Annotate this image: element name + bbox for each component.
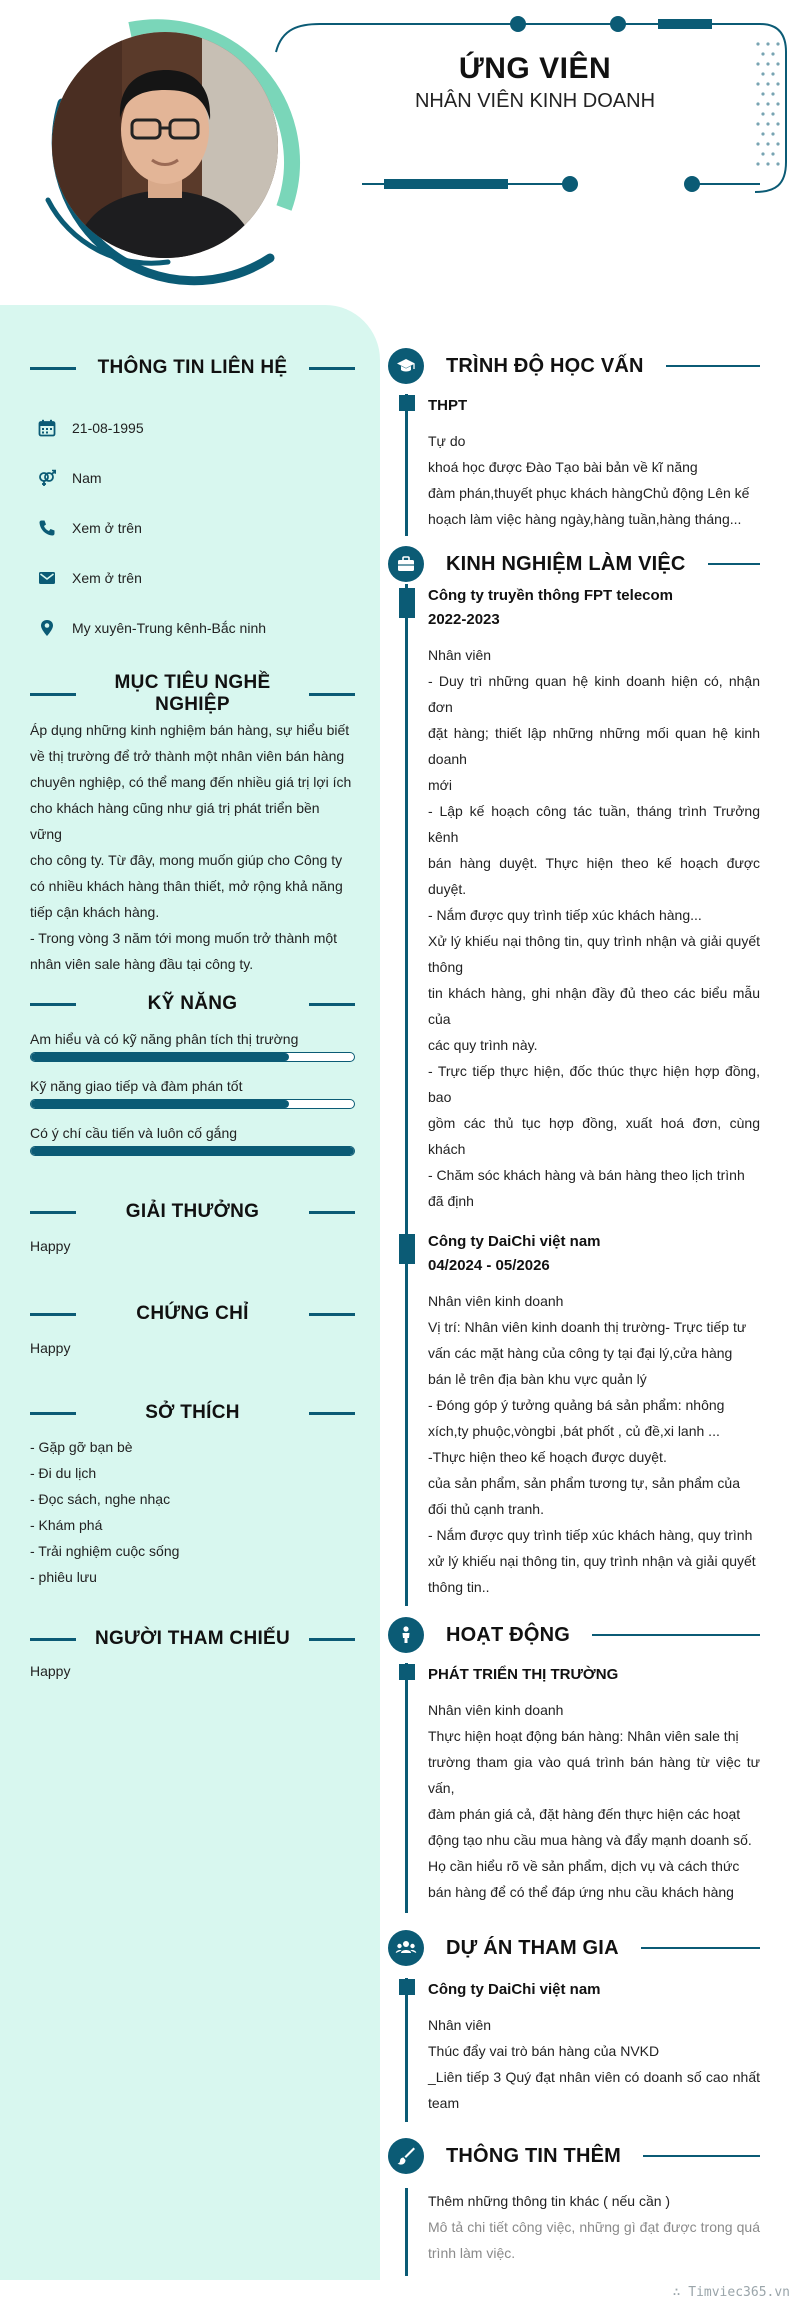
awards-title: GIẢI THƯỞNG (125, 1201, 260, 1222)
certificates-text: Happy (30, 1340, 71, 1356)
timeline-marker (399, 1234, 415, 1264)
contact-address (30, 603, 355, 653)
list-item: - Đi du lịch (30, 1465, 97, 1481)
header-rule (666, 365, 760, 367)
activities-timeline (405, 1663, 760, 1913)
skill-level-bar (30, 1146, 355, 1156)
person-icon (396, 1625, 416, 1645)
skill-item (30, 1029, 355, 1062)
certificates-section (30, 1299, 355, 1361)
project-name: Công ty DaiChi việt nam (428, 1981, 601, 1998)
header-rule (30, 1211, 76, 1214)
list-item: - Trải nghiệm cuộc sống (30, 1543, 180, 1559)
section-header (388, 544, 760, 584)
contact-birthday (30, 403, 355, 453)
section-header (30, 1398, 355, 1428)
header-dot (610, 16, 626, 32)
experience-timeline (405, 584, 760, 1606)
work-period: 04/2024 - 05/2026 (428, 1257, 550, 1274)
section-icon-badge (388, 546, 424, 582)
header-rule (309, 1003, 355, 1006)
section-header (30, 1299, 355, 1329)
objective-title: MỤC TIÊU NGHỀ NGHIỆP (114, 672, 271, 715)
extra-info-description: Thêm những thông tin khác ( nếu cần ) Mô tả chi tiết công việc, những gì đạt được trong quá trình làm việc. (428, 2193, 760, 2261)
skill-level-fill (31, 1147, 354, 1155)
skills-section (30, 989, 355, 1170)
header-bar (384, 179, 508, 189)
timeline-marker (399, 588, 415, 618)
activity-description: Nhân viên kinh doanh Thực hiện hoạt động bán hàng: Nhân viên sale thị trường tham gia vào quá trình bán hàng từ việc tư vấn, đàm phán giá cả, đặt hàng đến thực hiện các hoạt động tạo nhu cầu mua hàng và đẩy mạnh doanh số. Họ cần hiểu rõ về sản phẩm, dịch vụ và cách thức bán hàng để có thể đáp ứng nhu cầu khách hàng (428, 1702, 760, 1900)
references-text: Happy (30, 1663, 71, 1679)
skill-level-fill (31, 1100, 289, 1108)
section-header (30, 1624, 355, 1654)
education-timeline (405, 394, 760, 536)
skill-level-bar (30, 1052, 355, 1062)
name-block (370, 52, 700, 113)
list-item: - Gặp gỡ bạn bè (30, 1439, 133, 1455)
awards-text: Happy (30, 1238, 71, 1254)
company-name: Công ty truyền thông FPT telecom (428, 587, 674, 604)
objective-section (30, 672, 355, 977)
header-rule (30, 367, 76, 370)
phone-text[interactable]: Xem ở trên (72, 520, 142, 536)
section-header (388, 2136, 760, 2176)
header-rule (641, 1947, 760, 1949)
timeline-marker (399, 395, 415, 411)
header-rule (30, 1638, 76, 1641)
graduation-cap-icon (396, 356, 416, 376)
section-header (30, 1197, 355, 1227)
header-rule (309, 1211, 355, 1214)
projects-timeline (405, 1978, 760, 2122)
skill-name: Có ý chí cầu tiến và luôn cố gắng (30, 1125, 238, 1141)
cv-header (0, 0, 800, 305)
activity-name: PHÁT TRIỂN THỊ TRƯỜNG (428, 1666, 619, 1683)
profile-photo (52, 32, 278, 258)
header-dot (510, 16, 526, 32)
experience-title: KINH NGHIỆM LÀM VIỆC (446, 552, 686, 575)
work-period: 2022-2023 (428, 611, 500, 628)
education-section (388, 346, 760, 536)
section-header (388, 1615, 760, 1655)
skill-item (30, 1123, 355, 1156)
activity-entry (428, 1663, 760, 1905)
experience-section (388, 544, 760, 1606)
timeline-marker (399, 1979, 415, 1995)
section-icon-badge (388, 2138, 424, 2174)
job-description: Nhân viên - Duy trì những quan hệ kinh doanh hiện có, nhận đơn đặt hàng; thiết lập những những mối quan hệ kinh doanh mới - Lập kế hoạch công tác tuần, tháng trình Trưởng kênh bán hàng duyệt. Thực hiện theo kế hoạch được duyệt. - Nắm được quy trình tiếp xúc khách hàng... Xử lý khiếu nại thông tin, quy trình nhận và giải quyết thông tin khách hàng, ghi nhận đầy đủ theo các biểu mẫu của các quy trình này. - Trực tiếp thực hiện, đốc thúc thực hiện hợp đồng, bao gồm các thủ tục hợp đồng, xuất hoá đơn, cùng khách - Chăm sóc khách hàng và bán hàng theo lịch trình đã định (428, 647, 760, 1209)
list-item: - Đọc sách, nghe nhạc (30, 1491, 171, 1507)
gender-text: Nam (72, 470, 102, 486)
hobbies-title: SỞ THÍCH (145, 1402, 240, 1423)
birthday-text: 21-08-1995 (72, 420, 144, 436)
header-rule (708, 563, 760, 565)
activities-section (388, 1615, 760, 1913)
person-photo-icon (52, 32, 278, 258)
awards-section (30, 1197, 355, 1259)
skill-level-bar (30, 1099, 355, 1109)
header-rule (309, 1412, 355, 1415)
projects-section (388, 1928, 760, 2122)
address-text: My xuyên-Trung kênh-Bắc ninh (72, 620, 267, 636)
experience-entry (428, 584, 760, 1214)
extra-info-entry (428, 2188, 760, 2266)
header-rule (309, 693, 355, 696)
section-header (30, 672, 355, 715)
activities-title: HOẠT ĐỘNG (446, 1623, 571, 1646)
section-icon-badge (388, 348, 424, 384)
header-rule (592, 1634, 760, 1636)
email-icon (38, 569, 56, 587)
skills-title: KỸ NĂNG (147, 993, 238, 1014)
team-icon (395, 1938, 417, 1958)
certificates-title: CHỨNG CHỈ (136, 1303, 249, 1324)
contact-email (30, 553, 355, 603)
header-rule (30, 1313, 76, 1316)
timeline-marker (399, 1664, 415, 1680)
header-bar (658, 19, 712, 29)
education-title: TRÌNH ĐỘ HỌC VẤN (446, 354, 644, 377)
candidate-position: NHÂN VIÊN KINH DOANH (414, 90, 656, 112)
references-section (30, 1624, 355, 1684)
education-entry (428, 394, 760, 532)
hobbies-list (30, 1434, 355, 1590)
site-watermark: ∴ Timviec365.vn (672, 2285, 790, 2300)
header-rule (30, 1003, 76, 1006)
objective-text: Áp dụng những kinh nghiệm bán hàng, sự hiểu biết về thị trường để trở thành một nhân viên bán hàng chuyên nghiệp, có thể mang đến nhiều giá trị lợi ích cho khách hàng cũng như giá trị phát triển bền vững cho công ty. Từ đây, mong muốn giúp cho Công ty có nhiều khách hàng thân thiết, mở rộng khả năng tiếp cận khách hàng. - Trong vòng 3 năm tới mong muốn trở thành một nhân viên sale hàng đầu tại công ty. (30, 722, 352, 972)
skill-level-fill (31, 1053, 289, 1061)
extra-info-title: THÔNG TIN THÊM (446, 2144, 622, 2167)
project-entry (428, 1978, 760, 2116)
header-rule (309, 367, 355, 370)
calendar-icon (38, 419, 56, 437)
hobbies-section (30, 1398, 355, 1590)
candidate-name: ỨNG VIÊN (458, 52, 612, 85)
paintbrush-icon (396, 2146, 416, 2166)
section-header (388, 346, 760, 386)
contact-section (30, 353, 355, 653)
header-rule (643, 2155, 760, 2157)
section-header (30, 989, 355, 1019)
email-text[interactable]: Xem ở trên (72, 570, 142, 586)
gender-icon (38, 469, 56, 487)
education-description: Tự do khoá học được Đào Tạo bài bản về kĩ năng đàm phán,thuyết phục khách hàngChủ động Lên kế hoạch làm việc hàng ngày,hàng tuần,hàng tháng... (428, 433, 750, 527)
section-icon-badge (388, 1617, 424, 1653)
list-item: - phiêu lưu (30, 1569, 97, 1585)
contact-phone (30, 503, 355, 553)
job-description: Nhân viên kinh doanh Vị trí: Nhân viên kinh doanh thị trường- Trực tiếp tư vấn các mặt hàng của công ty tại đại lý,cửa hàng bán lẻ trên địa bàn khu vực quản lý - Đóng góp ý tưởng quảng bá sản phẩm: nhông xích,ty phuộc,vòngbi ,bát phốt , củ đề,xi lanh ... -Thực hiện theo kế hoạch được duyệt. của sản phẩm, sản phẩm tương tự, sản phẩm của đối thủ cạnh tranh. - Nắm được quy trình tiếp xúc khách hàng, quy trình xử lý khiếu nại thông tin, quy trình nhận và giải quyết thông tin.. (428, 1293, 756, 1595)
header-rule (309, 1638, 355, 1641)
projects-title: DỰ ÁN THAM GIA (446, 1936, 619, 1959)
extra-info-timeline (405, 2188, 760, 2276)
header-rule (30, 1412, 76, 1415)
briefcase-icon (396, 554, 416, 574)
section-icon-badge (388, 1930, 424, 1966)
extra-info-section (388, 2136, 760, 2276)
dot-pattern (756, 42, 779, 165)
phone-icon (38, 519, 56, 537)
section-header (30, 353, 355, 383)
school-name: THPT (428, 397, 468, 414)
header-dot (562, 176, 578, 192)
company-name: Công ty DaiChi việt nam (428, 1233, 601, 1250)
contact-title: THÔNG TIN LIÊN HỆ (97, 357, 288, 378)
skill-name: Kỹ năng giao tiếp và đàm phán tốt (30, 1078, 243, 1094)
experience-entry (428, 1230, 760, 1600)
header-rule (309, 1313, 355, 1316)
location-icon (38, 619, 56, 637)
references-title: NGƯỜI THAM CHIẾU (94, 1628, 291, 1649)
project-description: Nhân viên Thúc đẩy vai trò bán hàng của NVKD _Liên tiếp 3 Quý đạt nhân viên có doanh số cao nhất team (428, 2017, 760, 2111)
skill-item (30, 1076, 355, 1109)
contact-gender (30, 453, 355, 503)
section-header (388, 1928, 760, 1968)
header-rule (30, 693, 76, 696)
skill-name: Am hiểu và có kỹ năng phân tích thị trường (30, 1031, 299, 1047)
list-item: - Khám phá (30, 1517, 103, 1533)
